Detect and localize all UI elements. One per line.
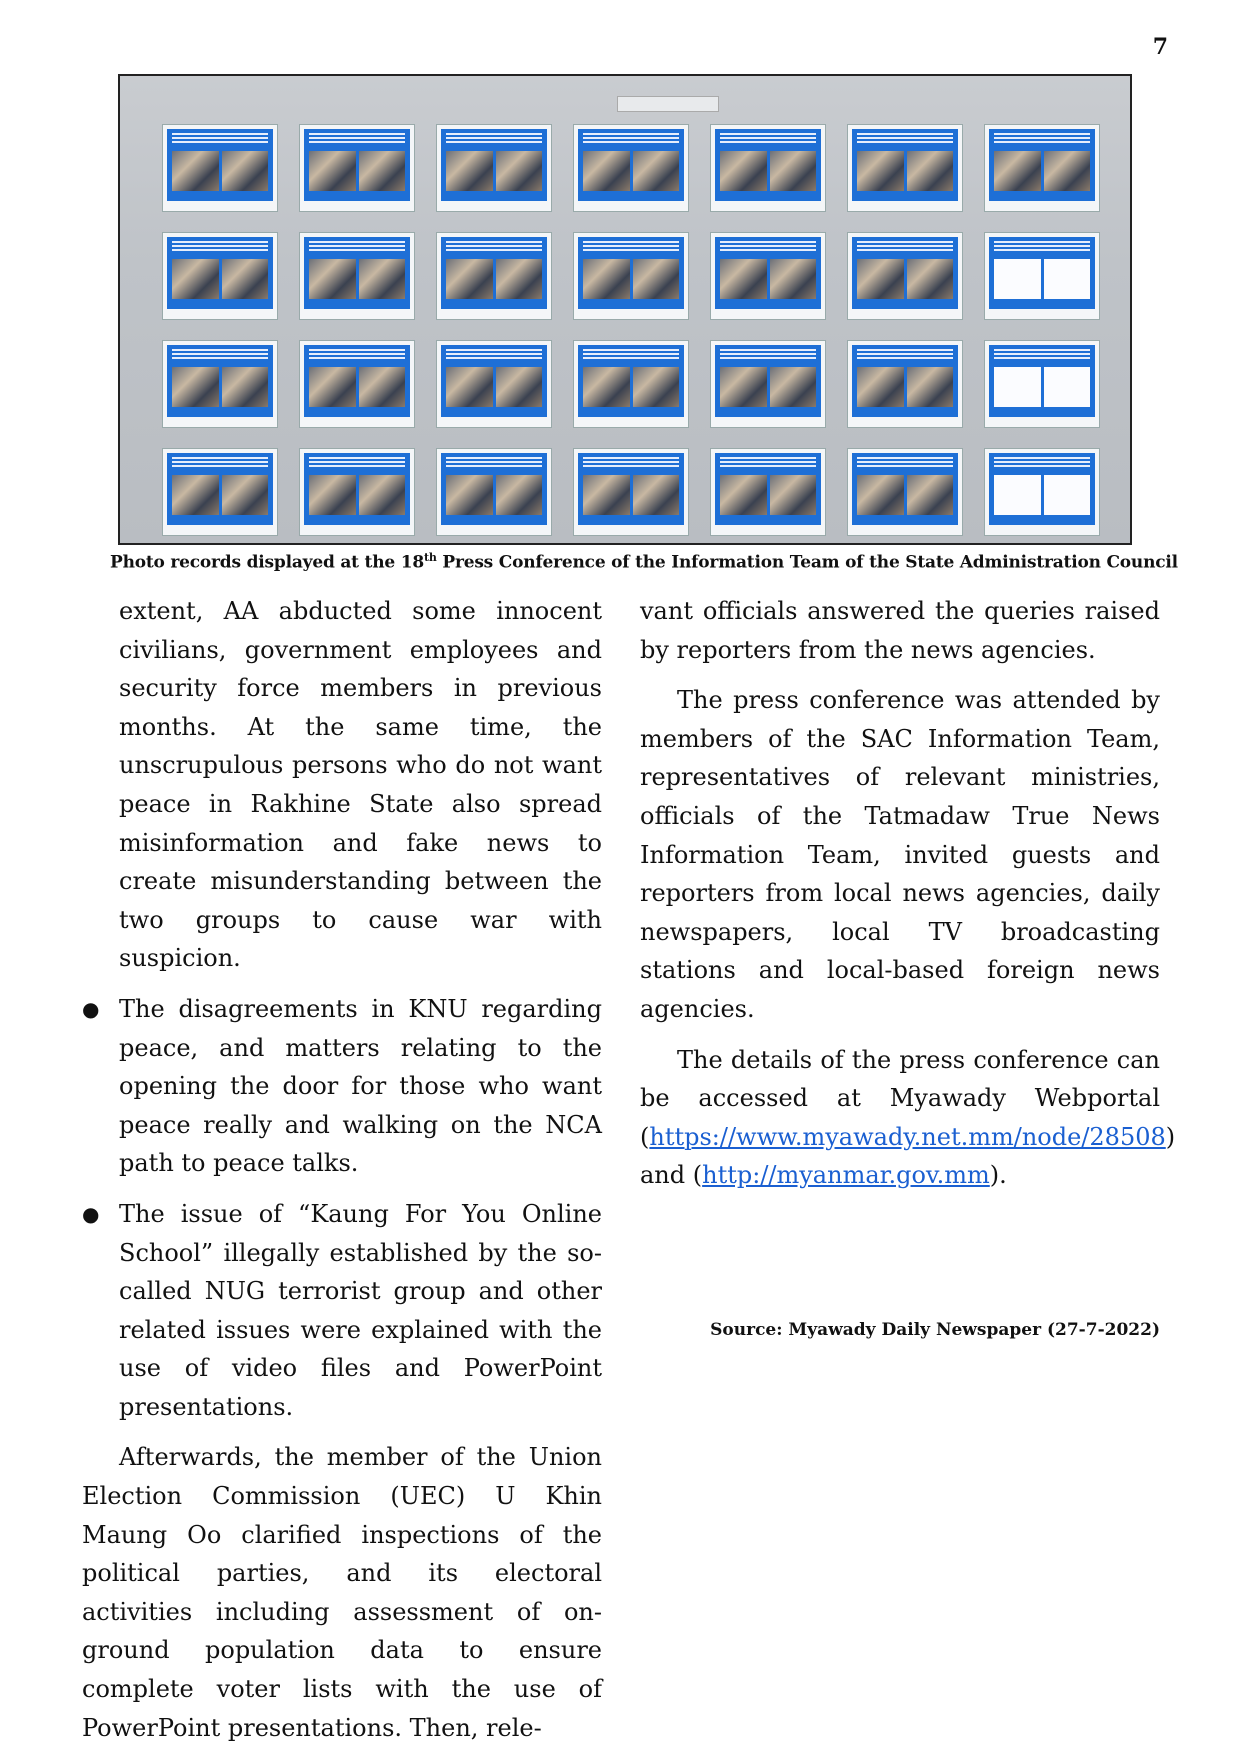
caption-line: [994, 137, 1090, 139]
bullet-item: [82, 990, 602, 1183]
panel-caption-lines: [446, 241, 542, 255]
panel-background: [167, 453, 273, 525]
panel-photos: [857, 151, 953, 191]
photo-thumbnail: [222, 151, 269, 191]
caption-line: [446, 349, 542, 351]
panel-photos: [446, 259, 542, 299]
panel-background: [304, 453, 410, 525]
panel-background: [578, 237, 684, 309]
panel-photos: [583, 259, 679, 299]
panel-photos: [994, 151, 1090, 191]
panel-caption-lines: [720, 457, 816, 471]
caption-line: [583, 353, 679, 355]
panel-background: [989, 345, 1095, 417]
photo-panel: [847, 232, 963, 320]
caption-superscript: th: [423, 551, 437, 564]
panel-caption-lines: [172, 133, 268, 147]
caption-line: [446, 357, 542, 359]
photo-thumbnail: [172, 475, 219, 515]
panel-photos: [446, 475, 542, 515]
photo-thumbnail: [222, 367, 269, 407]
photo-thumbnail: [583, 151, 630, 191]
panel-background: [304, 345, 410, 417]
panel-photos: [309, 259, 405, 299]
panel-photos: [446, 151, 542, 191]
panel-background: [441, 345, 547, 417]
caption-line: [720, 465, 816, 467]
photo-thumbnail: [309, 475, 356, 515]
attendance-paragraph: The press conference was attended by members of the SAC Information Team, representatives of relevant ministries, officials of the Tatmadaw True News Information Team, invited guests and reporters from local news agencies, daily newspapers, local TV broadcasting stations and local-based foreign news agencies.: [640, 686, 1160, 1023]
panel-photos: [172, 151, 268, 191]
panel-background: [989, 453, 1095, 525]
photo-thumbnail: [172, 151, 219, 191]
caption-line: [172, 353, 268, 355]
caption-line: [172, 133, 268, 135]
panel-caption-lines: [994, 133, 1090, 147]
panel-caption-lines: [446, 349, 542, 363]
document-panel: [984, 232, 1100, 320]
panel-background: [304, 237, 410, 309]
caption-line: [309, 133, 405, 135]
caption-line: [172, 245, 268, 247]
photo-thumbnail: [770, 367, 817, 407]
caption-line: [583, 133, 679, 135]
photo-panel-grid: [162, 124, 1100, 536]
myanmar-gov-link[interactable]: http://myanmar.gov.mm: [702, 1161, 990, 1190]
left-column: [82, 592, 602, 1759]
caption-line: [446, 133, 542, 135]
caption-line: [309, 249, 405, 251]
photo-panel: [299, 340, 415, 428]
document-page: [994, 475, 1041, 515]
caption-line: [172, 465, 268, 467]
photo-panel: [984, 124, 1100, 212]
panel-background: [852, 345, 958, 417]
caption-line: [857, 137, 953, 139]
caption-line: [994, 457, 1090, 459]
caption-line: [309, 457, 405, 459]
photo-panel: [436, 124, 552, 212]
photo-panel: [710, 124, 826, 212]
caption-line: [994, 465, 1090, 467]
panel-background: [852, 129, 958, 201]
caption-line: [309, 137, 405, 139]
panel-background: [989, 237, 1095, 309]
panel-photos: [172, 475, 268, 515]
intro-paragraph: extent, AA abducted some innocent civilians, government employees and security force members in previous months. At the same time, the unscrupulous persons who do not want peace in Rakhine State also spread misinformation and fake news to create misunderstanding between the two groups to cause war with suspicion.: [119, 597, 602, 973]
panel-background: [578, 453, 684, 525]
caption-line: [309, 357, 405, 359]
photo-panel: [162, 340, 278, 428]
photo-thumbnail: [583, 475, 630, 515]
myawady-webportal-link[interactable]: https://www.myawady.net.mm/node/28508: [649, 1122, 1166, 1151]
photo-thumbnail: [359, 151, 406, 191]
photo-thumbnail: [857, 475, 904, 515]
panel-photos: [309, 151, 405, 191]
caption-line: [857, 249, 953, 251]
photo-thumbnail: [496, 151, 543, 191]
details-text-middle: ) and (: [640, 1122, 1176, 1190]
panel-background: [167, 345, 273, 417]
panel-caption-lines: [857, 241, 953, 255]
photo-panel: [573, 340, 689, 428]
photo-caption: [110, 551, 1178, 573]
document-page: [994, 259, 1041, 299]
bullet-list: [82, 990, 602, 1427]
caption-line: [446, 461, 542, 463]
board-label: [617, 96, 719, 112]
panel-background: [715, 345, 821, 417]
panel-background: [852, 237, 958, 309]
photo-thumbnail: [446, 367, 493, 407]
photo-thumbnail: [359, 367, 406, 407]
panel-background: [578, 129, 684, 201]
uec-paragraph: Afterwards, the member of the Union Election Commission (UEC) U Khin Maung Oo clarified inspections of the political parties, and its electoral activities including assessment of on-ground population data to ensure complete voter lists with the use of PowerPoint presentations. Then, rele-: [82, 1443, 602, 1742]
photo-thumbnail: [446, 151, 493, 191]
panel-photos: [720, 475, 816, 515]
panel-caption-lines: [172, 457, 268, 471]
photo-thumbnail: [172, 259, 219, 299]
panel-photos: [446, 367, 542, 407]
photo-thumbnail: [446, 259, 493, 299]
panel-caption-lines: [857, 133, 953, 147]
panel-caption-lines: [309, 349, 405, 363]
panel-photos: [857, 475, 953, 515]
photo-panel: [573, 232, 689, 320]
right-column: [640, 592, 1176, 1207]
panel-photos: [994, 367, 1090, 407]
photo-panel: [436, 448, 552, 536]
photo-thumbnail: [720, 475, 767, 515]
panel-caption-lines: [994, 241, 1090, 255]
panel-background: [441, 129, 547, 201]
panel-photos: [720, 259, 816, 299]
caption-line: [720, 245, 816, 247]
document-page: [1044, 475, 1091, 515]
caption-line: [857, 465, 953, 467]
panel-caption-lines: [720, 241, 816, 255]
caption-line: [720, 249, 816, 251]
photo-thumbnail: [222, 475, 269, 515]
panel-background: [441, 453, 547, 525]
panel-background: [304, 129, 410, 201]
photo-thumbnail: [359, 475, 406, 515]
caption-line: [857, 141, 953, 143]
photo-thumbnail: [309, 259, 356, 299]
photo-thumbnail: [496, 367, 543, 407]
caption-line: [172, 241, 268, 243]
details-text-start: The details of the press conference can be accessed at Myawady Webportal (: [640, 1045, 1160, 1151]
caption-line: [720, 133, 816, 135]
photo-thumbnail: [770, 151, 817, 191]
bullet-dot-icon: ●: [82, 1201, 100, 1226]
photo-panel: [847, 448, 963, 536]
caption-line: [172, 137, 268, 139]
source-credit: Source: Myawady Daily Newspaper (27-7-2022): [710, 1320, 1160, 1340]
panel-caption-lines: [994, 349, 1090, 363]
photo-thumbnail: [857, 259, 904, 299]
photo-panel: [573, 448, 689, 536]
photo-thumbnail: [496, 259, 543, 299]
caption-line: [857, 457, 953, 459]
bullet-dot-icon: ●: [82, 996, 100, 1021]
panel-caption-lines: [720, 349, 816, 363]
panel-photos: [172, 367, 268, 407]
panel-caption-lines: [172, 349, 268, 363]
panel-caption-lines: [583, 241, 679, 255]
caption-line: [172, 141, 268, 143]
caption-line: [994, 461, 1090, 463]
caption-line: [309, 245, 405, 247]
panel-caption-lines: [309, 241, 405, 255]
photo-thumbnail: [633, 259, 680, 299]
caption-line: [994, 353, 1090, 355]
caption-line: [857, 133, 953, 135]
photo-panel: [847, 124, 963, 212]
caption-line: [172, 357, 268, 359]
panel-caption-lines: [994, 457, 1090, 471]
panel-photos: [583, 151, 679, 191]
photo-thumbnail: [309, 367, 356, 407]
caption-line: [446, 141, 542, 143]
caption-line: [583, 245, 679, 247]
panel-background: [578, 345, 684, 417]
caption-line: [720, 241, 816, 243]
caption-line: [172, 249, 268, 251]
caption-line: [720, 357, 816, 359]
photo-thumbnail: [496, 475, 543, 515]
caption-line: [857, 357, 953, 359]
panel-background: [167, 237, 273, 309]
caption-line: [994, 133, 1090, 135]
caption-line: [994, 245, 1090, 247]
panel-caption-lines: [309, 457, 405, 471]
panel-photos: [309, 367, 405, 407]
photo-thumbnail: [633, 151, 680, 191]
photo-panel: [710, 448, 826, 536]
caption-line: [720, 461, 816, 463]
panel-caption-lines: [309, 133, 405, 147]
photo-thumbnail: [720, 259, 767, 299]
bullet-text: The issue of “Kaung For You Online School” illegally established by the so-called NUG terrorist group and other related issues were explained with the use of video files and PowerPoint presentations.: [119, 1199, 602, 1421]
document-page: [1044, 259, 1091, 299]
caption-line: [446, 465, 542, 467]
photo-thumbnail: [770, 259, 817, 299]
caption-line: [446, 241, 542, 243]
caption-line: [309, 465, 405, 467]
caption-line: [994, 349, 1090, 351]
caption-line: [309, 241, 405, 243]
caption-line: [857, 349, 953, 351]
bullet-text: The disagreements in KNU regarding peace, and matters relating to the opening the door for those who want peace really and walking on the NCA path to peace talks.: [119, 994, 602, 1178]
caption-line: [720, 141, 816, 143]
photo-panel: [162, 448, 278, 536]
caption-line: [857, 245, 953, 247]
photo-thumbnail: [1044, 151, 1091, 191]
photo-panel: [162, 124, 278, 212]
photo-panel: [710, 340, 826, 428]
photo-panel: [162, 232, 278, 320]
panel-caption-lines: [857, 457, 953, 471]
panel-photos: [857, 259, 953, 299]
photo-thumbnail: [907, 259, 954, 299]
panel-photos: [172, 259, 268, 299]
panel-photos: [309, 475, 405, 515]
photo-thumbnail: [172, 367, 219, 407]
panel-caption-lines: [583, 349, 679, 363]
panel-photos: [583, 367, 679, 407]
caption-line: [720, 353, 816, 355]
caption-line: [446, 457, 542, 459]
photo-thumbnail: [633, 475, 680, 515]
caption-line: [857, 241, 953, 243]
photo-panel: [299, 448, 415, 536]
panel-photos: [994, 259, 1090, 299]
document-page: [994, 367, 1041, 407]
photo-thumbnail: [907, 151, 954, 191]
caption-line: [446, 137, 542, 139]
panel-caption-lines: [583, 457, 679, 471]
bullet-item: [82, 1195, 602, 1427]
panel-caption-lines: [720, 133, 816, 147]
caption-line: [583, 465, 679, 467]
photo-panel: [299, 124, 415, 212]
photo-thumbnail: [309, 151, 356, 191]
document-panel: [984, 340, 1100, 428]
caption-line: [720, 457, 816, 459]
photo-thumbnail: [907, 475, 954, 515]
caption-line: [720, 349, 816, 351]
photo-panel: [710, 232, 826, 320]
photo-thumbnail: [633, 367, 680, 407]
caption-line: [720, 137, 816, 139]
continuation-paragraph: vant officials answered the queries raised by reporters from the news agencies.: [640, 597, 1160, 664]
panel-photos: [857, 367, 953, 407]
photo-thumbnail: [720, 367, 767, 407]
caption-line: [583, 241, 679, 243]
panel-background: [989, 129, 1095, 201]
caption-line: [583, 137, 679, 139]
caption-line: [857, 353, 953, 355]
caption-line: [583, 349, 679, 351]
caption-line: [309, 349, 405, 351]
caption-line: [172, 461, 268, 463]
photo-panel: [847, 340, 963, 428]
caption-line: [857, 461, 953, 463]
panel-photos: [720, 151, 816, 191]
caption-line: [172, 349, 268, 351]
caption-line: [446, 249, 542, 251]
caption-line: [583, 457, 679, 459]
caption-line: [583, 141, 679, 143]
caption-line: [172, 457, 268, 459]
caption-text-start: Photo records displayed at the 18: [110, 552, 424, 573]
caption-line: [994, 141, 1090, 143]
photo-thumbnail: [994, 151, 1041, 191]
caption-text-end: Press Conference of the Information Team of the State Administration Council: [436, 552, 1178, 573]
photo-panel: [436, 340, 552, 428]
caption-line: [309, 141, 405, 143]
press-conference-photo: [118, 74, 1132, 545]
photo-thumbnail: [583, 367, 630, 407]
photo-thumbnail: [857, 367, 904, 407]
photo-thumbnail: [720, 151, 767, 191]
document-panel: [984, 448, 1100, 536]
photo-thumbnail: [359, 259, 406, 299]
caption-line: [309, 461, 405, 463]
photo-thumbnail: [583, 259, 630, 299]
panel-background: [715, 237, 821, 309]
caption-line: [994, 249, 1090, 251]
details-paragraph: [640, 1041, 1176, 1195]
caption-line: [583, 249, 679, 251]
panel-background: [167, 129, 273, 201]
caption-line: [309, 353, 405, 355]
photo-thumbnail: [446, 475, 493, 515]
caption-line: [446, 353, 542, 355]
page-number: 7: [1152, 34, 1168, 60]
panel-background: [852, 453, 958, 525]
panel-caption-lines: [857, 349, 953, 363]
document-page: [1044, 367, 1091, 407]
caption-line: [583, 461, 679, 463]
panel-photos: [994, 475, 1090, 515]
caption-line: [994, 357, 1090, 359]
photo-thumbnail: [770, 475, 817, 515]
photo-panel: [573, 124, 689, 212]
panel-caption-lines: [446, 457, 542, 471]
panel-caption-lines: [172, 241, 268, 255]
photo-thumbnail: [222, 259, 269, 299]
panel-background: [715, 453, 821, 525]
panel-background: [441, 237, 547, 309]
panel-caption-lines: [446, 133, 542, 147]
caption-line: [994, 241, 1090, 243]
caption-line: [446, 245, 542, 247]
panel-photos: [720, 367, 816, 407]
details-text-end: ).: [989, 1161, 1007, 1190]
photo-thumbnail: [907, 367, 954, 407]
photo-panel: [299, 232, 415, 320]
photo-panel: [436, 232, 552, 320]
panel-background: [715, 129, 821, 201]
panel-caption-lines: [583, 133, 679, 147]
panel-photos: [583, 475, 679, 515]
photo-thumbnail: [857, 151, 904, 191]
caption-line: [583, 357, 679, 359]
